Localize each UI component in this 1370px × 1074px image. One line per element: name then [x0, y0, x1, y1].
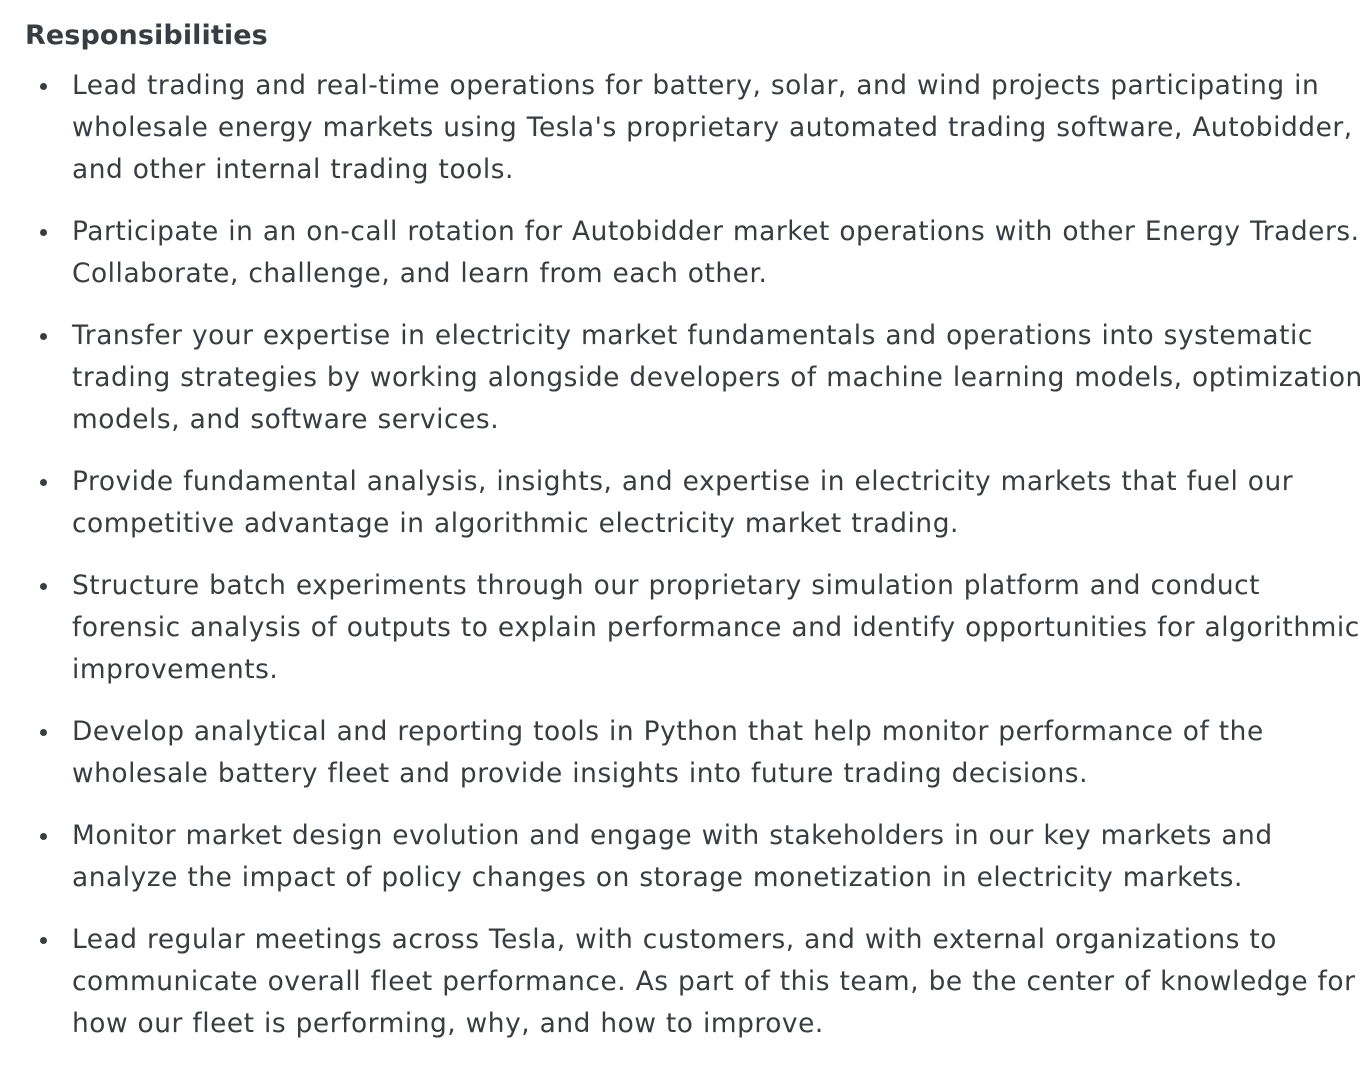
list-item — [25, 315, 1365, 441]
bullet-icon — [40, 229, 47, 236]
list-item-text: Provide fundamental analysis, insights, and expertise in electricity markets that fuel our competitive advantage in algorithmic electricity market trading. — [72, 466, 1294, 539]
bullet-icon — [40, 729, 47, 736]
list-item-text: Structure batch experiments through our proprietary simulation platform and conduct forensic analysis of outputs to explain performance and identify opportunities for algorithmic improvements. — [72, 570, 1360, 685]
list-item — [25, 711, 1365, 795]
list-item — [25, 211, 1365, 295]
list-item-text: Monitor market design evolution and engage with stakeholders in our key markets and analyze the impact of policy changes on storage monetization in electricity markets. — [72, 820, 1273, 893]
list-item — [25, 461, 1365, 545]
bullet-icon — [40, 937, 47, 944]
responsibilities-section — [25, 14, 1365, 1065]
bullet-icon — [40, 83, 47, 90]
list-item-text: Develop analytical and reporting tools in Python that help monitor performance of the wholesale battery fleet and provide insights into future trading decisions. — [72, 716, 1264, 789]
list-item-text: Participate in an on-call rotation for Autobidder market operations with other Energy Traders. Collaborate, challenge, and learn from each other. — [72, 216, 1360, 289]
bullet-icon — [40, 583, 47, 590]
bullet-icon — [40, 333, 47, 340]
list-item — [25, 565, 1365, 691]
list-item-text: Lead trading and real-time operations for battery, solar, and wind projects participating in wholesale energy markets using Tesla's proprietary automated trading software, Autobidder, and other internal trading tools. — [72, 70, 1353, 185]
bullet-icon — [40, 833, 47, 840]
list-item-text: Lead regular meetings across Tesla, with customers, and with external organizations to communicate overall fleet performance. As part of this team, be the center of knowledge for how our fleet is performing, why, and how to improve. — [72, 924, 1356, 1039]
responsibilities-list — [25, 65, 1365, 1045]
list-item — [25, 815, 1365, 899]
list-item — [25, 65, 1365, 191]
list-item — [25, 919, 1365, 1045]
bullet-icon — [40, 479, 47, 486]
list-item-text: Transfer your expertise in electricity market fundamentals and operations into systematic trading strategies by working alongside developers of machine learning models, optimization models, and software services. — [72, 320, 1363, 435]
section-title: Responsibilities — [25, 20, 268, 51]
